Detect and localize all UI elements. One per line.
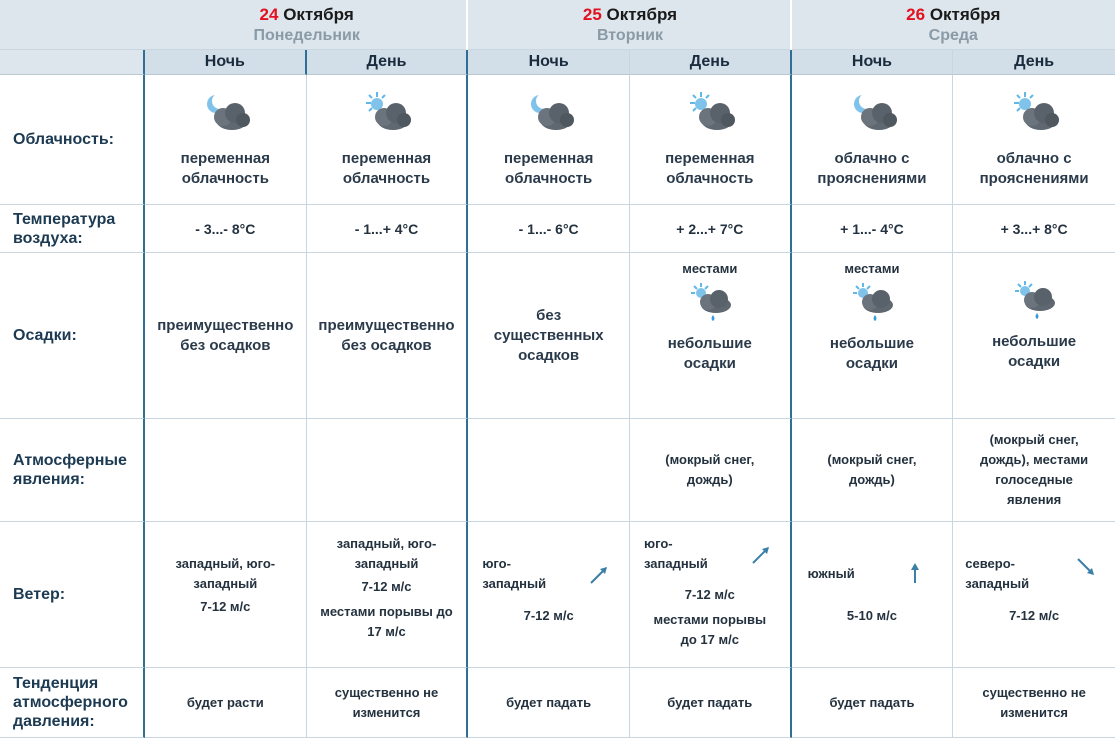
- day-weekday: Понедельник: [253, 26, 360, 44]
- day-header-1: [145, 0, 468, 50]
- arrow-northeast-icon: [588, 564, 610, 586]
- phenomena-value: [307, 419, 469, 522]
- day-month: Октября: [925, 4, 1001, 24]
- arrow-southeast-icon: [1075, 556, 1097, 578]
- temperature-value: + 3...+ 8°C: [953, 205, 1115, 253]
- sun-cloud-rain-icon: [845, 279, 899, 334]
- wind-cell: [145, 522, 307, 668]
- precip-cell: [145, 253, 307, 419]
- precip-cell: [307, 253, 469, 419]
- arrow-northeast-icon: [750, 544, 772, 566]
- wind-direction: юго-западный: [482, 556, 547, 591]
- header-corner: [0, 0, 145, 50]
- wind-block: [630, 522, 790, 667]
- wind-block: [145, 522, 306, 667]
- wind-cell: [953, 522, 1115, 668]
- day-number: 25: [582, 4, 602, 24]
- sun-cloud-rain-icon: [683, 279, 737, 334]
- wind-speed: 7-12 м/с: [200, 599, 251, 614]
- day-weekday: Среда: [928, 26, 978, 44]
- phenomena-value: (мокрый снег, дождь): [630, 419, 792, 522]
- period-night: Ночь: [468, 50, 630, 75]
- row-label-phenomena: Атмосферные явления:: [0, 419, 145, 522]
- period-night: Ночь: [792, 50, 954, 75]
- cloud-text: переменная облачность: [503, 150, 594, 187]
- day-weekday: Вторник: [596, 26, 663, 44]
- row-label-wind: Ветер:: [0, 522, 145, 668]
- pressure-trend: будет падать: [792, 668, 954, 738]
- arrow-north-icon: [904, 562, 926, 584]
- precip-location-note: местами: [682, 261, 738, 276]
- wind-direction: юго-западный: [643, 536, 708, 571]
- pressure-trend: будет падать: [468, 668, 630, 738]
- precip-text: преимущественно без осадков: [318, 316, 455, 354]
- pressure-trend: будет расти: [145, 668, 307, 738]
- header-divider: [466, 0, 468, 50]
- phenomena-value: [145, 419, 307, 522]
- wind-speed: 7-12 м/с: [361, 579, 412, 594]
- precip-cell: [792, 253, 954, 419]
- wind-gusts: местами порывы до 17 м/с: [320, 604, 453, 639]
- row-label-precipitation: Осадки:: [0, 253, 145, 419]
- header-divider: [790, 0, 792, 50]
- wind-speed: 7-12 м/с: [684, 587, 735, 602]
- wind-speed: 7-12 м/с: [1009, 608, 1060, 623]
- cloud-cell: [468, 75, 630, 205]
- temperature-value: - 3...- 8°C: [145, 205, 307, 253]
- sun-cloud-icon: [681, 90, 739, 149]
- precip-text: без существенных осадков: [493, 306, 604, 364]
- wind-direction: западный, юго-западный: [336, 536, 437, 571]
- cloud-text: переменная облачность: [341, 150, 432, 187]
- wind-gusts: местами порывы до 17 м/с: [653, 612, 767, 647]
- precip-location-note: местами: [844, 261, 900, 276]
- row-label-temperature: Температура воздуха:: [0, 205, 145, 253]
- cloud-text: переменная облачность: [180, 150, 271, 187]
- precip-text: небольшие осадки: [667, 335, 752, 372]
- row-label-pressure: Тенденция атмосферного давления:: [0, 668, 145, 738]
- temperature-value: - 1...+ 4°C: [307, 205, 469, 253]
- cloud-cell: [630, 75, 792, 205]
- period-day: День: [630, 50, 792, 75]
- pressure-trend: существенно не изменится: [953, 668, 1115, 738]
- cloud-cell: [792, 75, 954, 205]
- sun-cloud-icon: [357, 90, 415, 149]
- sun-cloud-icon: [1005, 90, 1063, 149]
- pressure-trend: существенно не изменится: [307, 668, 469, 738]
- period-day: День: [307, 50, 469, 75]
- cloud-cell: [307, 75, 469, 205]
- period-day: День: [953, 50, 1115, 75]
- wind-cell: [307, 522, 469, 668]
- day-date: [583, 4, 677, 26]
- wind-direction: западный, юго-западный: [175, 556, 276, 591]
- wind-cell: [792, 522, 954, 668]
- cloud-text: облачно с прояснениями: [817, 150, 927, 187]
- precip-text: преимущественно без осадков: [157, 316, 294, 354]
- subheader-corner: [0, 50, 145, 75]
- day-number: 26: [906, 4, 926, 24]
- phenomena-value: (мокрый снег, дождь), местами голоседные явления: [953, 419, 1115, 522]
- cloud-text: облачно с прояснениями: [979, 150, 1089, 187]
- precip-text: небольшие осадки: [992, 333, 1077, 370]
- day-date: [906, 4, 1000, 26]
- temperature-value: - 1...- 6°C: [468, 205, 630, 253]
- temperature-value: + 1...- 4°C: [792, 205, 954, 253]
- precip-text: небольшие осадки: [829, 335, 914, 372]
- wind-block: [792, 522, 953, 667]
- wind-direction: северо-западный: [965, 556, 1030, 591]
- pressure-trend: будет падать: [630, 668, 792, 738]
- period-night: Ночь: [145, 50, 307, 75]
- day-month: Октября: [601, 4, 678, 24]
- moon-cloud-icon: [843, 90, 901, 149]
- cloud-text: переменная облачность: [665, 150, 755, 187]
- precip-cell: [953, 253, 1115, 419]
- day-number: 24: [259, 4, 279, 24]
- precip-cell: [468, 253, 630, 419]
- day-header-3: [792, 0, 1115, 50]
- wind-block: [307, 522, 467, 667]
- moon-cloud-icon: [196, 90, 254, 149]
- sun-cloud-rain-icon: [1007, 277, 1061, 332]
- wind-cell: [468, 522, 630, 668]
- wind-speed: 5-10 м/с: [846, 608, 897, 623]
- cloud-cell: [145, 75, 307, 205]
- wind-cell: [630, 522, 792, 668]
- precip-cell: [630, 253, 792, 419]
- wind-direction: южный: [807, 566, 855, 581]
- day-header-2: [468, 0, 791, 50]
- wind-speed: 7-12 м/с: [523, 608, 574, 623]
- temperature-value: + 2...+ 7°C: [630, 205, 792, 253]
- moon-cloud-icon: [520, 90, 578, 149]
- cloud-cell: [953, 75, 1115, 205]
- wind-block: [953, 522, 1115, 667]
- row-label-cloudiness: Облачность:: [0, 75, 145, 205]
- day-date: [260, 4, 354, 26]
- phenomena-value: [468, 419, 630, 522]
- day-month: Октября: [278, 4, 354, 24]
- wind-block: [468, 522, 629, 667]
- phenomena-value: (мокрый снег, дождь): [792, 419, 954, 522]
